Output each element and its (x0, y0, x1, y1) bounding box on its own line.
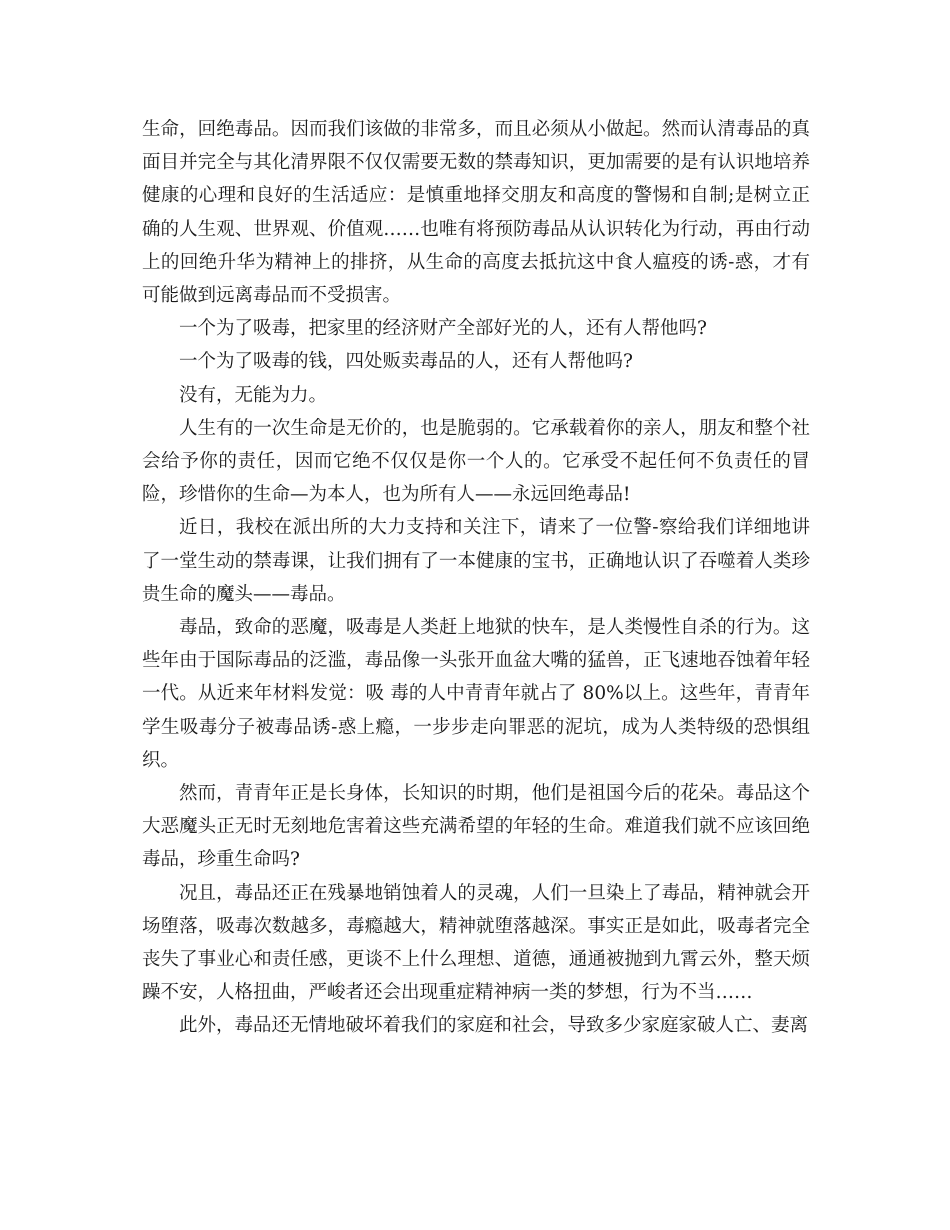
paragraph: 近日，我校在派出所的大力支持和关注下，请来了一位警-察给我们详细地讲了一堂生动的禁毒课，让我们拥有了一本健康的宝书，正确地认识了吞噬着人类珍贵生命的魔头——毒品。 (142, 517, 810, 605)
paragraph: 一个为了吸毒的钱，四处贩卖毒品的人，还有人帮他吗? (179, 351, 633, 373)
paragraph: 况且，毒品还正在残暴地销蚀着人的灵魂，人们一旦染上了毒品，精神就会开场堕落，吸毒次数越多，毒瘾越大，精神就堕落越深。事实正是如此，吸毒者完全丧失了事业心和责任感，更谈不上什么理想、道德，通通被抛到九霄云外，整天烦躁不安，人格扭曲，严峻者还会出现重症精神病一类的梦想，行为不当…… (142, 882, 810, 1004)
paragraph: 毒品，致命的恶魔，吸毒是人类赶上地狱的快车，是人类慢性自杀的行为。这些年由于国际毒品的泛滥，毒品像一头张开血盆大嘴的猛兽，正飞速地吞蚀着年轻一代。从近来年材料发觉：吸 毒的人中青青年就占了 80%以上。这些年，青青年学生吸毒分子被毒品诱-惑上瘾，一步步走向罪恶的泥坑，成为人类特级的恐惧组织。 (142, 617, 810, 771)
paragraph: 人生有的一次生命是无价的，也是脆弱的。它承载着你的亲人，朋友和整个社会给予你的责任，因而它绝不仅仅是你一个人的。它承受不起任何不负责任的冒险，珍惜你的生命—为本人，也为所有人——永远回绝毒品! (142, 417, 810, 506)
document-body (142, 113, 810, 1043)
paragraph: 没有，无能为力。 (179, 384, 328, 406)
paragraph: 此外，毒品还无情地破坏着我们的家庭和社会，导致多少家庭家破人亡、妻离 (179, 1015, 809, 1037)
paragraph: 一个为了吸毒，把家里的经济财产全部好光的人，还有人帮他吗? (179, 318, 707, 340)
paragraph: 然而，青青年正是长身体，长知识的时期，他们是祖国今后的花朵。毒品这个大恶魔头正无时无刻地危害着这些充满希望的年轻的生命。难道我们就不应该回绝毒品，珍重生命吗? (142, 783, 810, 871)
paragraph-continuation: 生命，回绝毒品。因而我们该做的非常多，而且必须从小做起。然而认清毒品的真面目并完全与其化清界限不仅仅需要无数的禁毒知识，更加需要的是有认识地培养健康的心理和良好的生活适应：是慎重地择交朋友和高度的警惕和自制;是树立正确的人生观、世界观、价值观……也唯有将预防毒品从认识转化为行动，再由行动上的回绝升华为精神上的排挤，从生命的高度去抵抗这中食人瘟疫的诱-惑，才有可能做到远离毒品而不受损害。 (142, 119, 810, 307)
